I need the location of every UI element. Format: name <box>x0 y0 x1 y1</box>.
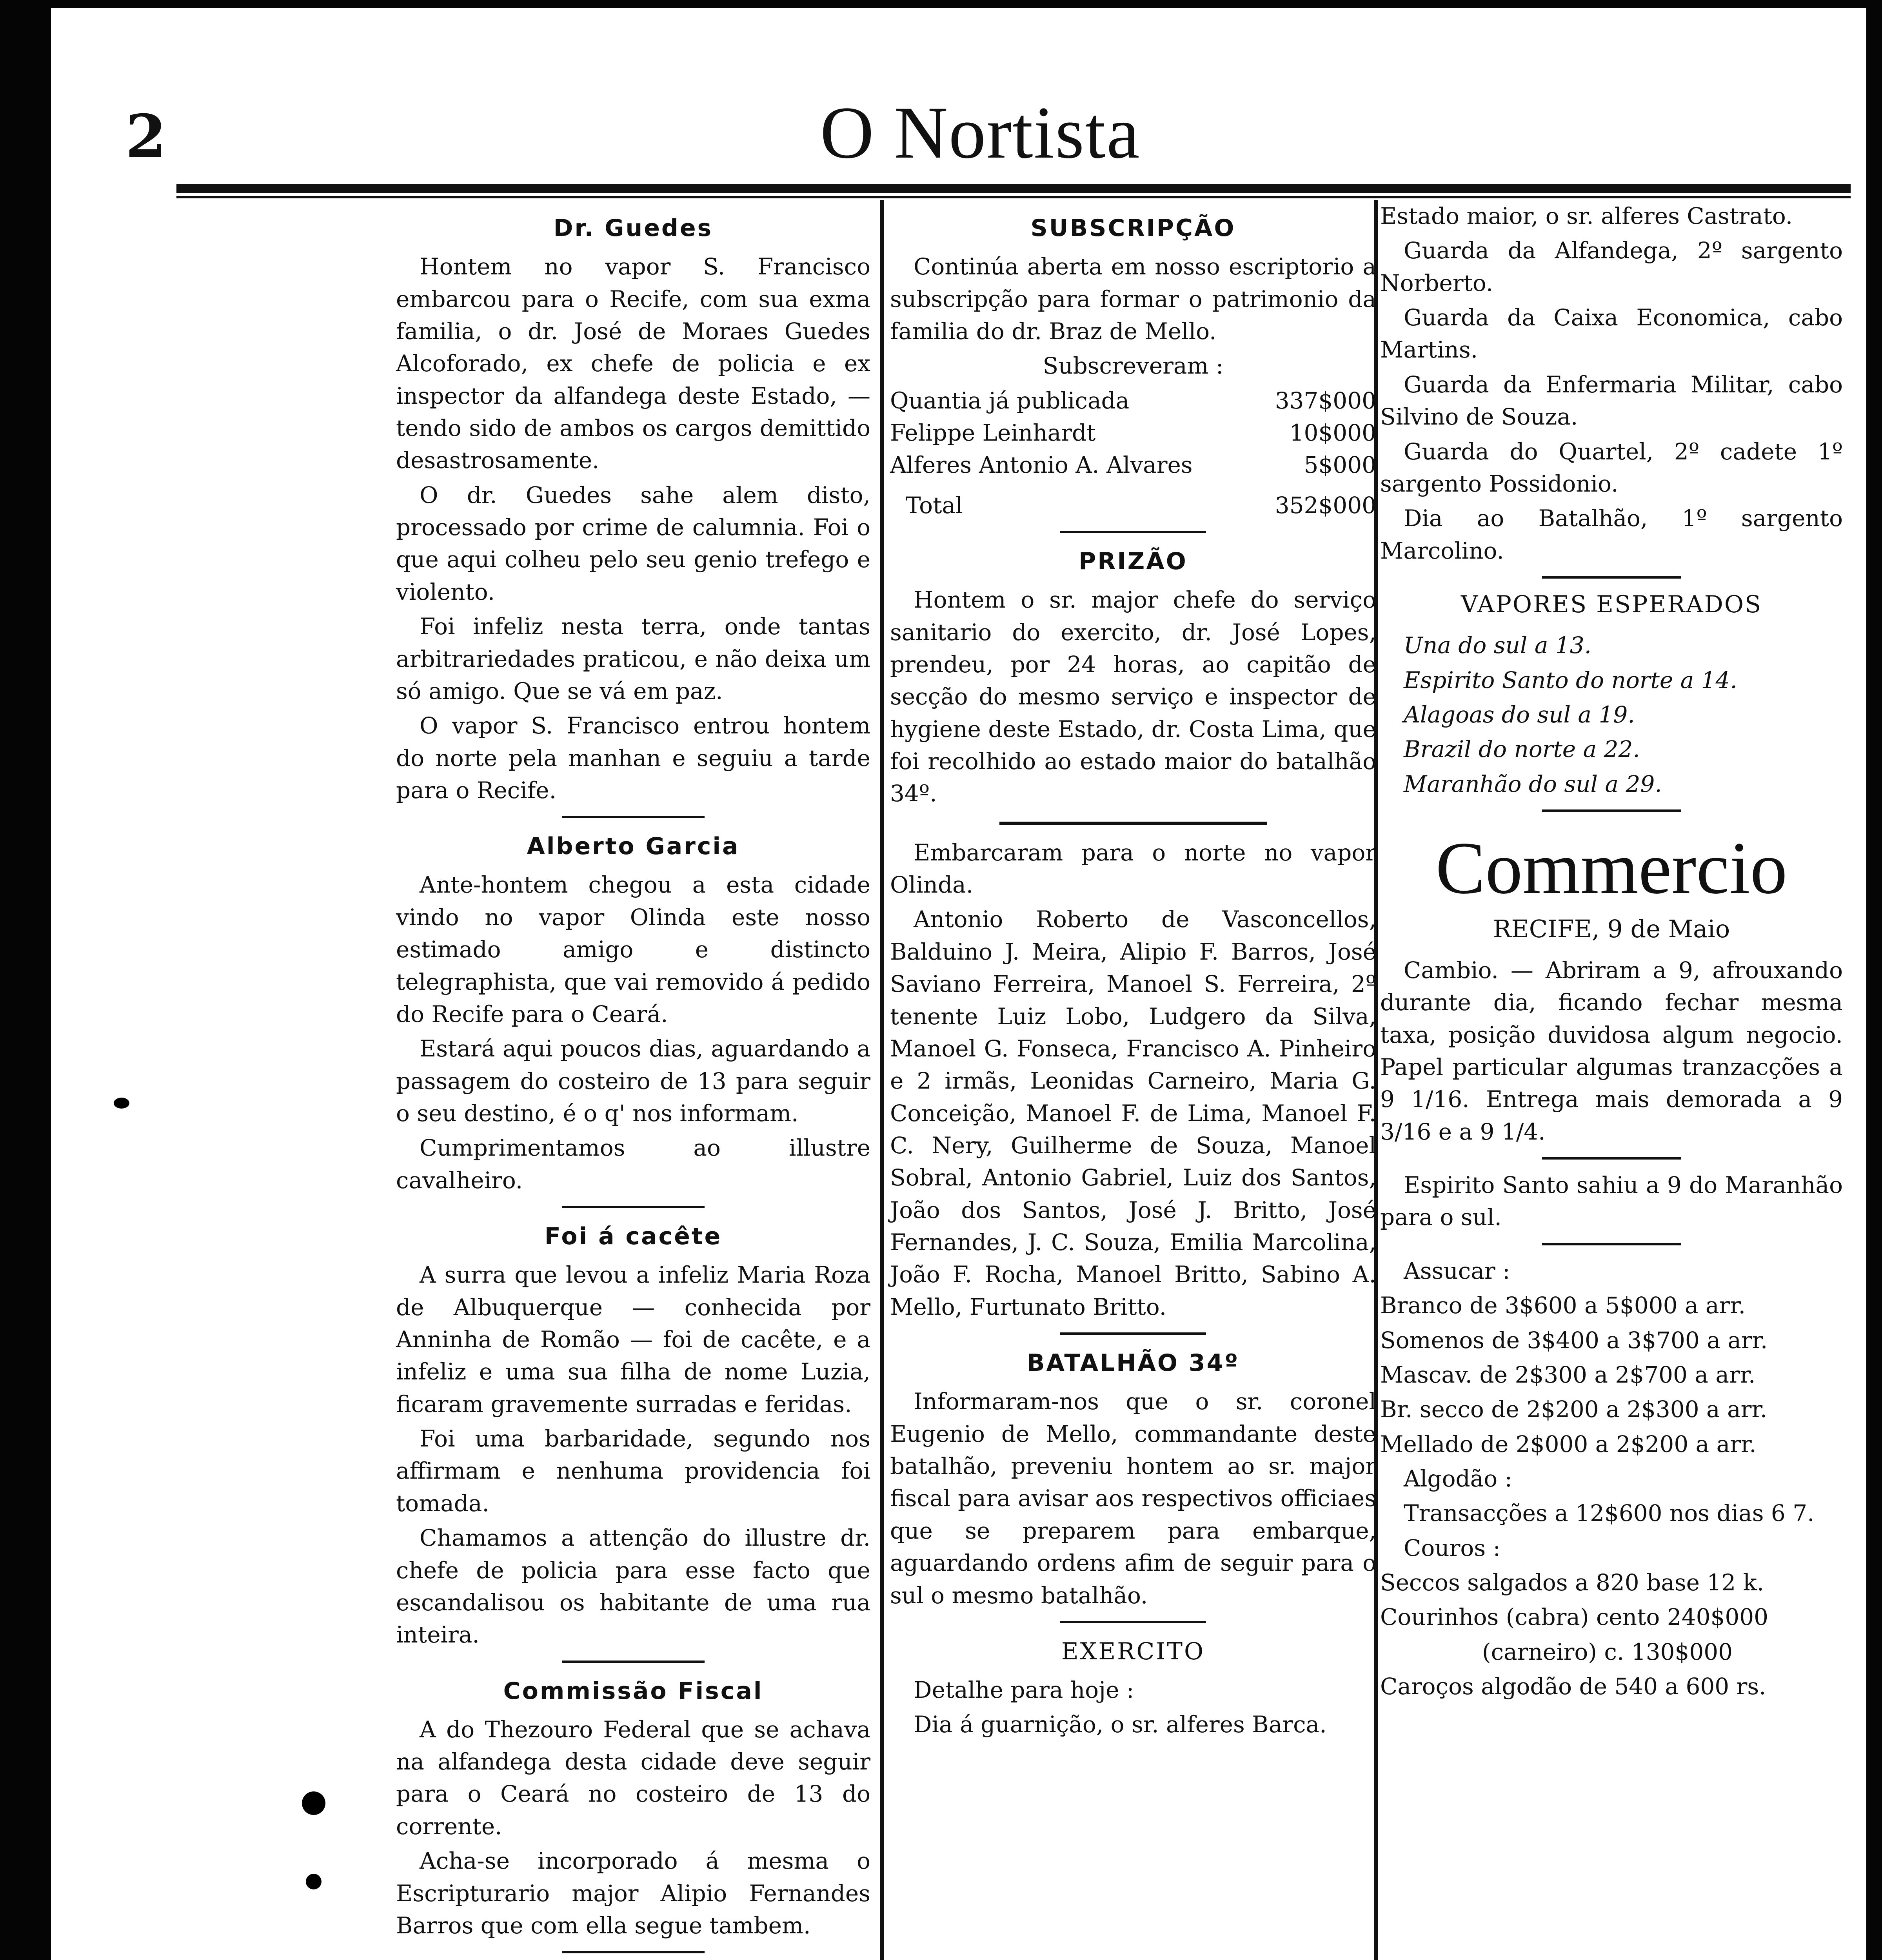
section-rule <box>562 1951 705 1953</box>
article-paragraph: Espirito Santo sahiu a 9 do Maranhão para o sul. <box>1380 1172 1843 1231</box>
article-paragraph: Antonio Roberto de Vasconcellos, Balduino J. Meira, Alipio F. Barros, José Saviano Ferreira, Manoel S. Ferreira, 2º tenente Luiz Lobo, Ludgero da Silva, Manoel G. Fonseca, Francisco A. Pinheiro e 2 irmãs, Leonidas Carneiro, Maria G. Conceição, Manoel F. de Lima, Manoel F. C. Nery, Guilherme de Souza, Manoel Sobral, Antonio Gabriel, Luiz dos Santos, João dos Santos, José J. Britto, José Fernandes, J. C. Souza, Emilia Marcolina, João F. Rocha, Manoel Britto, Sabino A. Mello, Furtunato Britto. <box>890 906 1376 1320</box>
article-paragraph: O vapor S. Francisco entrou hontem do norte pela manhan e seguiu a tarde para o Recife. <box>396 712 870 804</box>
scan-border-right <box>1866 0 1882 1960</box>
headline-commercio: Commercio <box>1435 827 1788 909</box>
scan-border-top <box>0 0 1882 8</box>
section-rule <box>1542 1157 1681 1160</box>
headline-vapores: VAPORES ESPERADOS <box>1461 590 1762 618</box>
subscription-total-row <box>890 489 1376 521</box>
article-paragraph: Foi infeliz nesta terra, onde tantas arbitrariedades praticou, e não deixa um só amigo. Que se vá em paz. <box>396 613 870 704</box>
article-paragraph: Cumprimentamos ao illustre cavalheiro. <box>396 1134 870 1194</box>
scan-speck <box>114 1098 129 1109</box>
headline-guedes: Dr. Guedes <box>553 214 713 242</box>
header-rule-thin <box>176 196 1851 198</box>
headline-cacete: Foi á cacête <box>544 1223 722 1250</box>
masthead: O Nortista <box>820 92 1141 174</box>
market-line: Branco de 3$600 a 5$000 a arr. <box>1380 1292 1746 1319</box>
section-rule <box>562 1661 705 1663</box>
article-paragraph: Dia á guarnição, o sr. alferes Barca. <box>914 1711 1327 1738</box>
headline-commissao: Commissão Fiscal <box>503 1677 763 1705</box>
market-label: Assucar : <box>1404 1257 1510 1284</box>
headline-garcia: Alberto Garcia <box>527 833 740 860</box>
market-label: Couros : <box>1404 1534 1501 1561</box>
subscriber-name: Quantia já publicada <box>890 387 1130 414</box>
subscription-row <box>890 449 1376 481</box>
article-paragraph: Hontem o sr. major chefe do serviço sanitario do exercito, dr. José Lopes, prendeu, por 24 horas, ao capitão de secção do mesmo serviço e inspector de hygiene deste Estado, dr. Costa Lima, que foi recolhido ao estado maior do batalhão 34º. <box>890 586 1376 807</box>
market-line: Caroços algodão de 540 a 600 rs. <box>1380 1673 1766 1700</box>
steamer-item: Alagoas do sul a 19. <box>1404 701 1635 728</box>
article-paragraph: O dr. Guedes sahe alem disto, processado por crime de calumnia. Foi o que aqui colheu pelo seu genio trefego e violento. <box>396 481 870 605</box>
article-paragraph: Acha-se incorporado á mesma o Escripturario major Alipio Fernandes Barros que com ella segue tambem. <box>396 1847 870 1939</box>
subscriber-value: 10$000 <box>1289 419 1376 446</box>
section-rule <box>562 1206 705 1208</box>
article-paragraph: Guarda do Quartel, 2º cadete 1º sargento Possidonio. <box>1380 438 1843 497</box>
subscription-row <box>890 385 1376 417</box>
steamer-item: Brazil do norte a 22. <box>1404 736 1640 763</box>
article-paragraph: Continúa aberta em nosso escriptorio a subscripção para formar o patrimonio da familia do dr. Braz de Mello. <box>890 253 1376 345</box>
section-rule <box>1542 576 1681 579</box>
column-2 <box>890 200 1376 1743</box>
article-paragraph: Guarda da Alfandega, 2º sargento Norberto. <box>1380 237 1843 296</box>
market-line: Transacções a 12$600 nos dias 6 7. <box>1404 1500 1815 1527</box>
section-rule <box>1060 1621 1206 1623</box>
headline-subscricao: SUBSCRIPÇÃO <box>1030 214 1236 242</box>
article-paragraph: Foi uma barbaridade, segundo nos affirmam e nenhuma providencia foi tomada. <box>396 1425 870 1517</box>
column-divider <box>880 200 884 1960</box>
article-paragraph: Estado maior, o sr. alferes Castrato. <box>1380 203 1793 229</box>
article-paragraph: Guarda da Enfermaria Militar, cabo Silvino de Souza. <box>1380 371 1843 430</box>
article-paragraph: Estará aqui poucos dias, aguardando a passagem do costeiro de 13 para seguir o seu destino, é o q' nos informam. <box>396 1035 870 1127</box>
section-rule <box>999 822 1267 825</box>
article-paragraph: Cambio. — Abriram a 9, afrouxando durante dia, ficando fechar mesma taxa, posição duvidosa algum negocio. Papel particular algumas tranzacções a 9 1/16. Entrega mais demorada a 9 3/16 e a 9 1/4. <box>1380 956 1843 1145</box>
column-1 <box>396 200 870 1960</box>
scan-speck <box>306 1874 322 1889</box>
market-line: Mellado de 2$000 a 2$200 a arr. <box>1380 1430 1757 1457</box>
steamer-item: Maranhão do sul a 29. <box>1404 770 1662 797</box>
subscription-heading: Subscreveram : <box>1043 352 1224 379</box>
section-rule <box>1060 531 1206 533</box>
article-paragraph: Hontem no vapor S. Francisco embarcou para o Recife, com sua exma familia, o dr. José de Moraes Guedes Alcoforado, ex chefe de policia e ex inspector da alfandega deste Estado, — tendo sido de ambos os cargos demittido desastrosamente. <box>396 253 870 474</box>
market-line: Somenos de 3$400 a 3$700 a arr. <box>1380 1327 1768 1354</box>
subscriber-name: Alferes Antonio A. Alvares <box>890 452 1193 479</box>
scan-border-left <box>0 0 51 1960</box>
section-rule <box>1542 809 1681 812</box>
market-line: Mascav. de 2$300 a 2$700 a arr. <box>1380 1361 1756 1388</box>
subscriber-name: Felippe Leinhardt <box>890 419 1096 446</box>
total-label: Total <box>906 492 963 519</box>
article-paragraph: A do Thezouro Federal que se achava na alfandega desta cidade deve seguir para o Ceará no costeiro de 13 do corrente. <box>396 1716 870 1840</box>
article-paragraph: A surra que levou a infeliz Maria Roza de Albuquerque — conhecida por Anninha de Romão — foi de cacête, e a infeliz e uma sua filha de nome Luzia, ficaram gravemente surradas e feridas. <box>396 1261 870 1417</box>
headline-prizao: PRIZÃO <box>1079 548 1188 575</box>
steamer-item: Una do sul a 13. <box>1404 632 1592 659</box>
header-rule <box>176 184 1851 193</box>
article-paragraph: Dia ao Batalhão, 1º sargento Marcolino. <box>1380 505 1843 564</box>
subscriber-value: 337$000 <box>1275 387 1376 414</box>
subscription-row <box>890 417 1376 449</box>
market-line: (carneiro) c. 130$000 <box>1482 1638 1733 1665</box>
total-value: 352$000 <box>1275 492 1376 519</box>
scan-speck <box>302 1791 325 1815</box>
article-paragraph: Guarda da Caixa Economica, cabo Martins. <box>1380 304 1843 363</box>
page-number: 2 <box>125 102 167 171</box>
dateline: RECIFE, 9 de Maio <box>1493 914 1730 943</box>
subscriber-value: 5$000 <box>1304 452 1376 479</box>
section-rule <box>562 816 705 818</box>
article-paragraph: Embarcaram para o norte no vapor Olinda. <box>890 839 1376 898</box>
article-paragraph: Informaram-nos que o sr. coronel Eugenio de Mello, commandante deste batalhão, preveniu hontem ao sr. major fiscal para avisar aos respectivos officiaes que se preparem para embarque, aguardando ordens afim de seguir para o sul o mesmo batalhão. <box>890 1388 1376 1609</box>
headline-batalhao: BATALHÃO 34º <box>1026 1349 1240 1377</box>
article-paragraph: Detalhe para hoje : <box>914 1677 1134 1704</box>
market-line: Br. secco de 2$200 a 2$300 a arr. <box>1380 1396 1768 1423</box>
headline-exercito: EXERCITO <box>1061 1637 1205 1665</box>
column-3 <box>1380 200 1843 1705</box>
market-line: Seccos salgados a 820 base 12 k. <box>1380 1569 1764 1596</box>
article-paragraph: Ante-hontem chegou a esta cidade vindo no vapor Olinda este nosso estimado amigo e distincto telegraphista, que vai removido á pedido do Recife para o Ceará. <box>396 871 870 1027</box>
article-paragraph: Chamamos a attenção do illustre dr. chefe de policia para esse facto que escandalisou os habitante de uma rua inteira. <box>396 1524 870 1648</box>
market-line: Courinhos (cabra) cento 240$000 <box>1380 1604 1769 1631</box>
section-rule <box>1060 1332 1206 1335</box>
section-rule <box>1542 1243 1681 1245</box>
steamer-item: Espirito Santo do norte a 14. <box>1404 666 1737 693</box>
market-label: Algodão : <box>1404 1465 1513 1492</box>
